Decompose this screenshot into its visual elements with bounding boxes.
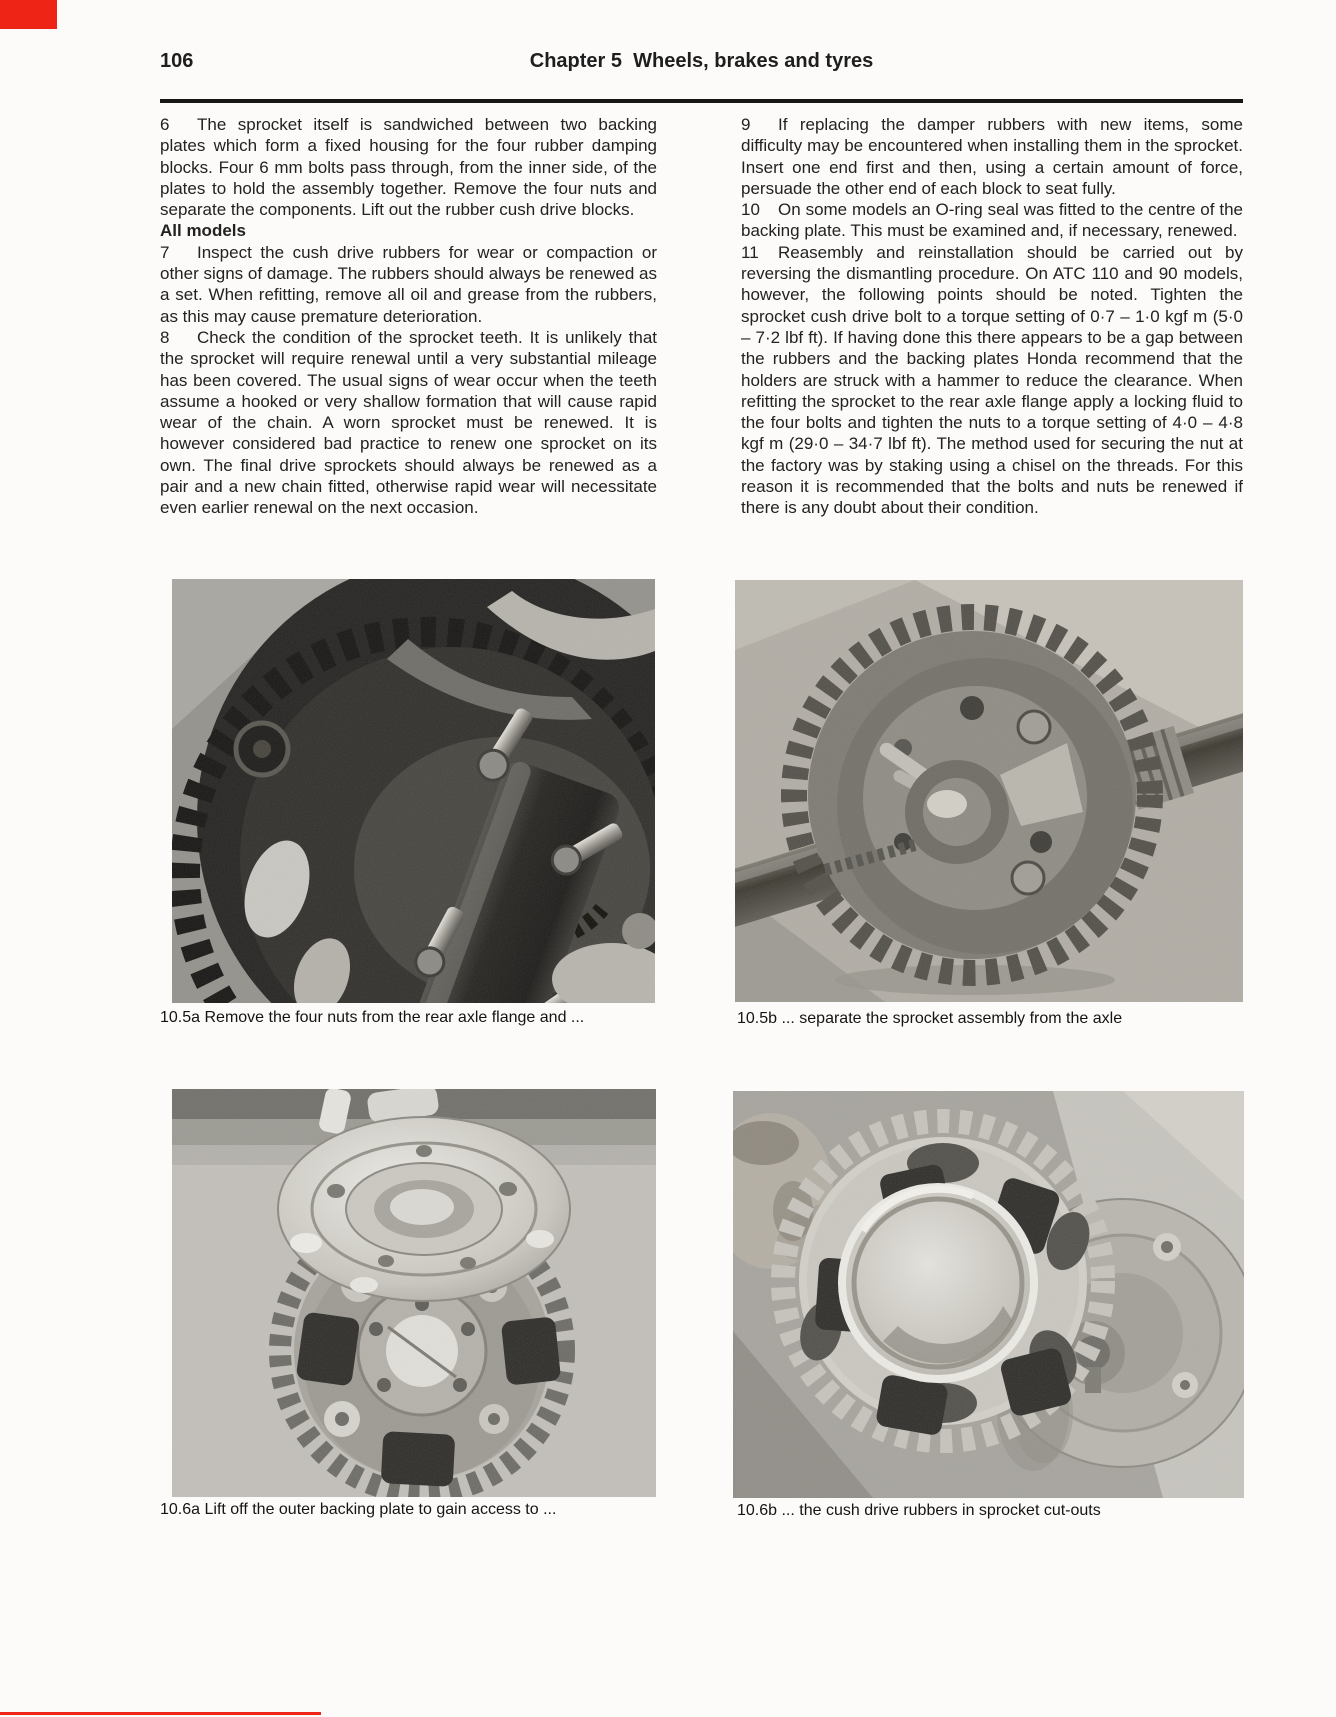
paragraph-9 <box>741 114 1243 199</box>
paragraph-6-text: The sprocket itself is sandwiched between two backing plates which form a fixed housing for the four rubber damping blocks. Four 6 mm bolts pass through, from the inner side, of the plates to hold the assembly together. Remove the four nuts and separate the components. Lift out the rubber cush drive blocks. <box>160 115 657 220</box>
paragraph-11 <box>741 242 1243 519</box>
body-text <box>160 114 1243 519</box>
paragraph-6 <box>160 114 657 220</box>
paragraph-9-number: 9 <box>741 115 751 134</box>
paragraph-8-text: Check the condition of the sprocket teeth. It is unlikely that the sprocket will require renewal until a very substantial mileage has been covered. The usual signs of wear occur when the teeth assume a hooked or very shallow formation that will cause rapid wear of the chain. A worn sprocket must be renewed. It is however considered bad practice to renew one sprocket on its own. The final drive sprockets should always be renewed as a pair and a new chain fitted, otherwise rapid wear will necessitate even earlier renewal on the next occasion. <box>160 327 657 518</box>
subheading-all-models: All models <box>160 221 246 241</box>
paragraph-10 <box>741 199 1243 242</box>
photo-10-6a <box>172 1089 656 1497</box>
paragraph-9-text: If replacing the damper rubbers with new items, some difficulty may be encountered when installing them in the sprocket. Insert one end first and then, using a certain amount of force, persuade the other end of each block to seat fully. <box>741 115 1243 198</box>
caption-10-5a: 10.5a Remove the four nuts from the rear axle flange and ... <box>160 1009 585 1026</box>
paragraph-11-number: 11 <box>741 242 759 262</box>
paragraph-7 <box>160 242 657 327</box>
photo-10-5a <box>172 579 655 1003</box>
red-bottom-line <box>0 1712 321 1715</box>
chapter-header: Chapter 5 Wheels, brakes and tyres <box>529 50 874 72</box>
caption-10-6b: 10.6b ... the cush drive rubbers in sprocket cut-outs <box>737 1502 1101 1519</box>
paragraph-11-text: Reasembly and reinstallation should be carried out by reversing the dismantling procedure. On ATC 110 and 90 models, however, the following points should be noted. Tighten the sprocket cush drive bolt to a torque setting of 0·7 – 1·0 kgf m (5·0 – 7·2 lbf ft). If having done this there appears to be a gap between the rubbers and the backing plates Honda recommend that the holders are struck with a hammer to reduce the clearance. When refitting the sprocket to the rear axle flange apply a locking fluid to the four bolts and tighten the nuts to a torque setting of 4·0 – 4·8 kgf m (29·0 – 34·7 lbf ft). The method used for securing the nut at the factory was by staking using a chisel on the threads. For this reason it is recommended that the bolts and nuts be renewed if there is any doubt about their condition. <box>741 242 1243 518</box>
caption-10-5b: 10.5b ... separate the sprocket assembly from the axle <box>737 1010 1123 1027</box>
paragraph-8 <box>160 327 657 519</box>
paragraph-6-number: 6 <box>160 115 170 134</box>
paragraph-7-text: Inspect the cush drive rubbers for wear or compaction or other signs of damage. The rubbers should always be renewed as a set. When refitting, remove all oil and grease from the rubbers, as this may cause premature deterioration. <box>160 242 657 326</box>
caption-10-6a: 10.6a Lift off the outer backing plate to gain access to ... <box>160 1501 557 1518</box>
header-rule <box>160 99 1243 103</box>
paragraph-8-number: 8 <box>160 327 170 347</box>
paragraph-7-number: 7 <box>160 242 170 262</box>
right-column <box>741 114 1243 519</box>
paragraph-10-text: On some models an O-ring seal was fitted to the centre of the backing plate. This must be examined and, if necessary, renewed. <box>741 200 1243 241</box>
photo-10-5b <box>735 580 1243 1002</box>
page-number: 106 <box>160 50 194 72</box>
left-column <box>160 114 657 519</box>
red-corner-marker <box>0 0 57 29</box>
paragraph-10-number: 10 <box>741 200 760 220</box>
photo-10-6b <box>733 1091 1244 1498</box>
